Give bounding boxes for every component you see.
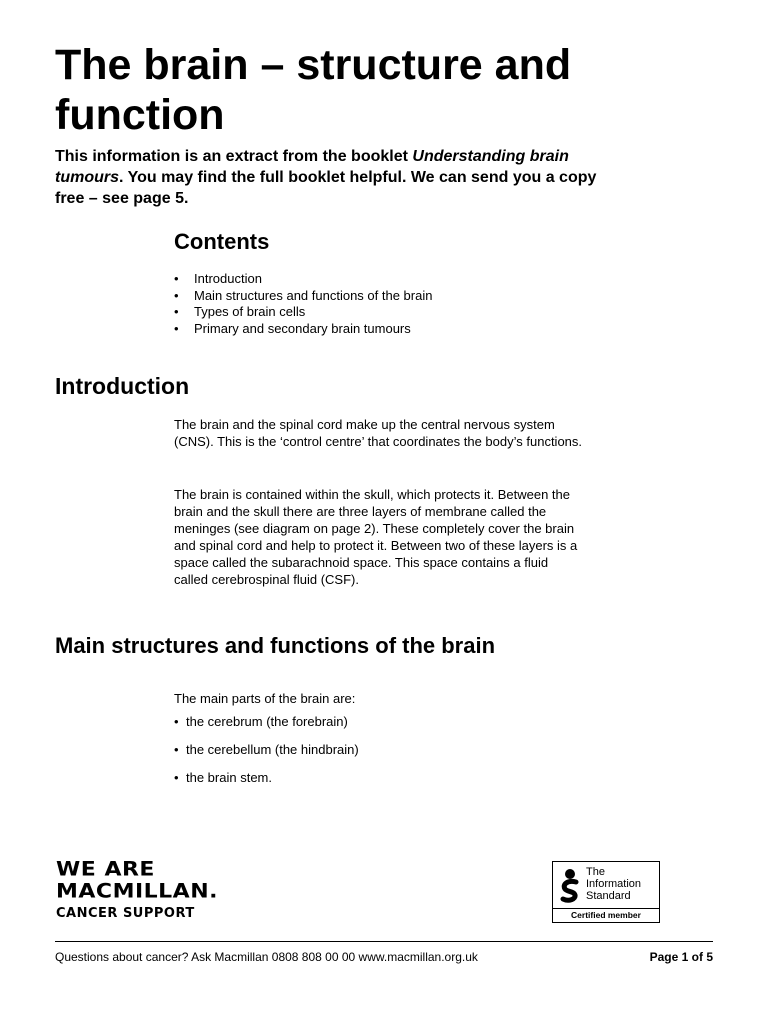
page-total: 5 [706, 950, 713, 964]
introduction-paragraph-2: The brain is contained within the skull, which protects it. Between the brain and the skull there are three layers of membrane called the meninges (see diagram on page 2). These completely cover the brain and spinal cord and help to protect it. Between two of these layers is a space called the subarachnoid space. This space contains a fluid called cerebrospinal fluid (CSF). [174, 487, 578, 587]
page-current: 1 [681, 950, 689, 964]
badge-line-2: Information [586, 878, 642, 890]
footer-divider [55, 941, 713, 942]
badge-text [586, 866, 641, 902]
brain-part-item: • the cerebrum (the forebrain) [174, 713, 359, 730]
badge-line-1: The [586, 866, 605, 878]
information-standard-icon [558, 868, 582, 904]
contents-list [174, 271, 432, 337]
lead-text-end: . You may find the full booklet helpful. We can send you a copy free – see page 5. [55, 169, 597, 207]
brain-part-item: • the cerebellum (the hindbrain) [174, 741, 359, 758]
badge-line-3: Standard [586, 890, 631, 902]
footer-contact: Questions about cancer? Ask Macmillan 0808 808 00 00 www.macmillan.org.uk [55, 950, 478, 964]
brain-part-item: • the brain stem. [174, 769, 359, 786]
logo-line-2: MACMILLAN. [56, 880, 218, 903]
page-prefix: Page [649, 950, 682, 964]
contents-heading: Contents [174, 229, 270, 254]
main-structures-intro: The main parts of the brain are: [174, 691, 356, 706]
introduction-paragraph-1: The brain and the spinal cord make up the central nervous system (CNS). This is the ‘control centre’ that coordinates the body’s functions. [174, 417, 583, 449]
introduction-heading: Introduction [55, 373, 190, 399]
main-structures-heading: Main structures and functions of the brain [55, 633, 496, 658]
page-title: The brain – structure and function [55, 41, 572, 139]
badge-footer: Certified member [553, 908, 659, 922]
logo-line-1: WE ARE [56, 858, 155, 881]
booklet-title: Understanding brain tumours [55, 148, 569, 186]
brain-parts-list [174, 713, 359, 797]
page-number [650, 950, 713, 964]
logo-line-3: CANCER SUPPORT [56, 906, 195, 921]
contents-item: • Main structures and functions of the brain [174, 288, 432, 305]
intro-lead [55, 146, 615, 209]
information-standard-badge [552, 861, 660, 923]
macmillan-logo [56, 860, 218, 922]
lead-text-start: This information is an extract from the booklet [55, 148, 413, 165]
contents-item: • Introduction [174, 271, 432, 288]
contents-item: • Primary and secondary brain tumours [174, 321, 432, 338]
page-of: of [688, 950, 707, 964]
contents-item: • Types of brain cells [174, 304, 432, 321]
